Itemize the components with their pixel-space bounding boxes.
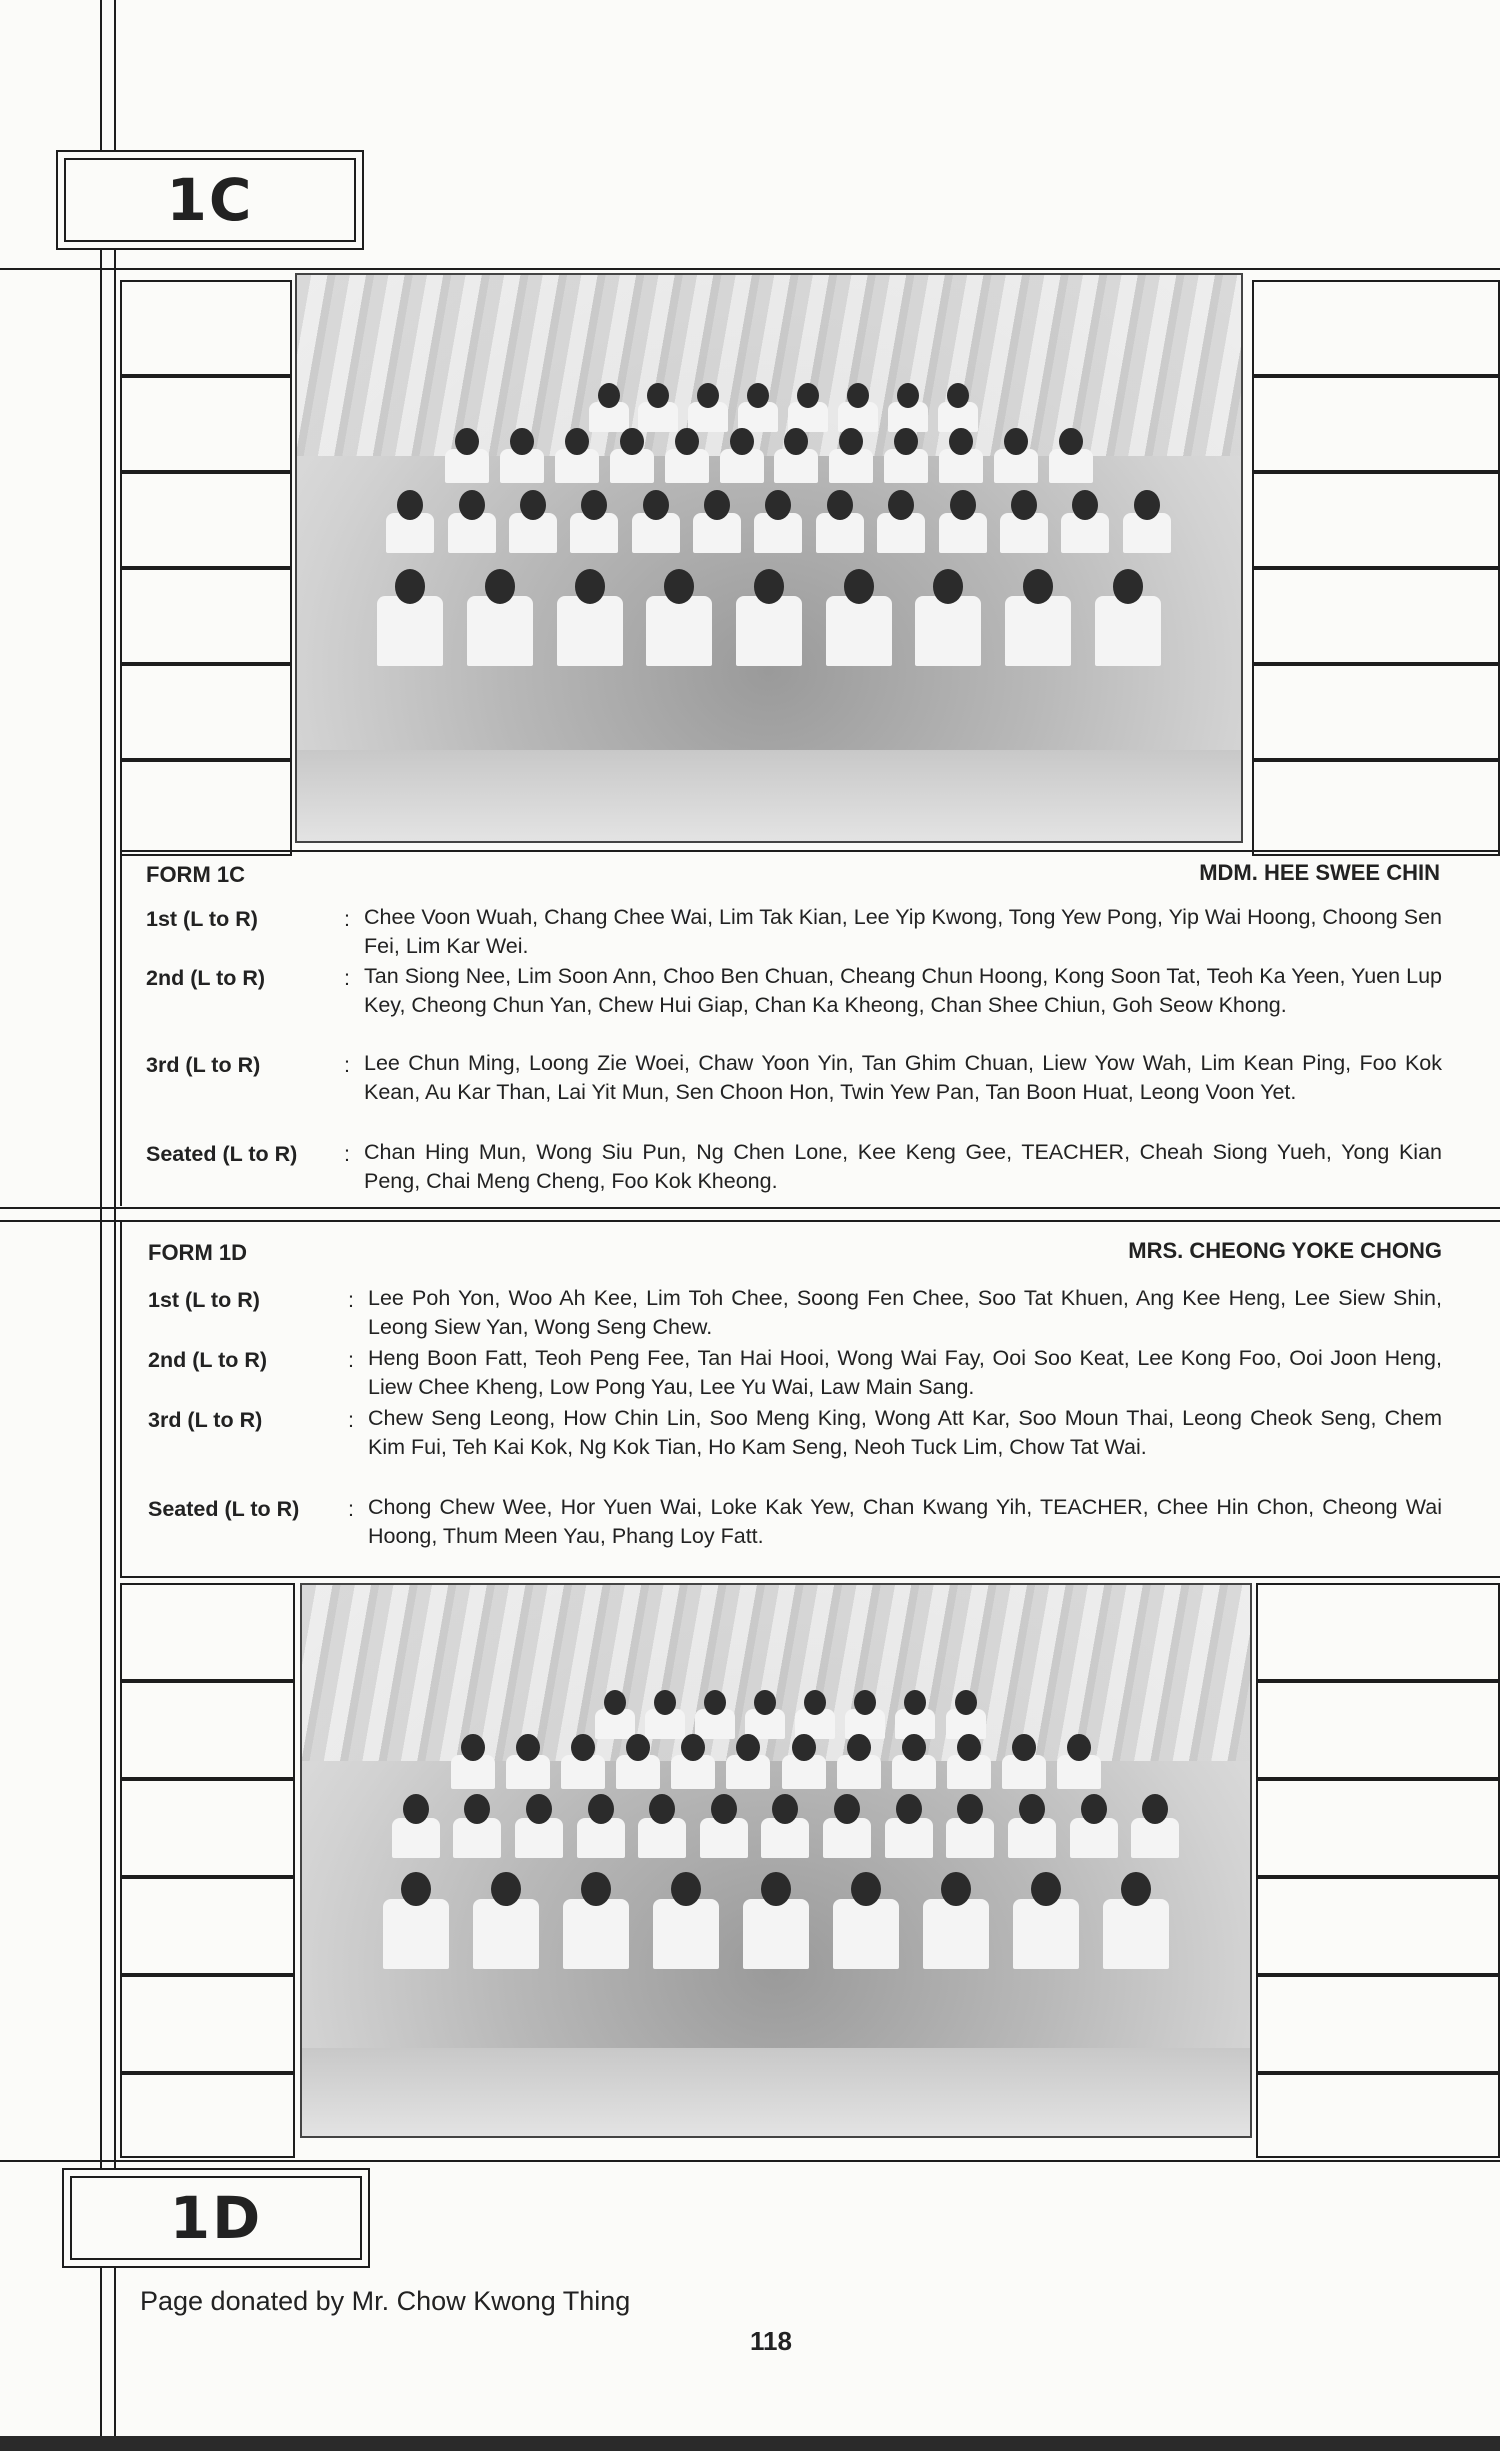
photo-figure-head [491,1872,521,1907]
photo-figure-head [933,569,963,604]
photo-figure-head [403,1794,429,1824]
form-1c-row-names: Lee Chun Ming, Loong Zie Woei, Chaw Yoon Yin, Tan Ghim Chuan, Liew Yow Wah, Lim Kean Ping, Foo Kok Kean, Au Kar Than, Lai Yit Mun, Sen Choon Hon, Twin Yew Pan, Tan Boon Huat, Leong Voon Yet. [364,1051,1442,1104]
photo-figure-head [761,1872,791,1907]
photo-floor [297,750,1241,841]
row-colon: : [344,1053,350,1077]
photo-figure-head [1011,490,1037,520]
photo-figure-body [473,1899,539,1969]
photo-figure-head [888,490,914,520]
top-horizontal-rule [0,268,1500,270]
photo-figure-head [704,490,730,520]
left-side-box [120,568,292,664]
photo-figure-head [950,490,976,520]
left-side-box [120,760,292,856]
photo-figure-head [604,1690,626,1715]
class-photo-1d [300,1583,1252,2138]
photo-figure-head [941,1872,971,1907]
photo-floor [302,2048,1250,2136]
form-1d-row-names: Lee Poh Yon, Woo Ah Kee, Lim Toh Chee, Soong Fen Chee, Soo Tat Khuen, Ang Kee Heng, Lee Siew Shin, Leong Siew Yan, Wong Seng Chew. [368,1286,1442,1339]
left-side-box [120,1975,295,2073]
mid-horizontal-rule [0,1207,1500,1209]
row-colon: : [344,1142,350,1166]
photo-figure-body [915,596,981,666]
photo-figure-head [598,383,620,408]
photo-figure-head [897,383,919,408]
photo-figure-head [827,490,853,520]
photo-figure-head [516,1734,540,1762]
photo-figure-body [377,596,443,666]
photo-figure-body [736,596,802,666]
form-tab-1c-label: 1C [166,166,254,234]
photo-figure-head [485,569,515,604]
left-side-box [120,1877,295,1975]
photo-figure-head [675,428,699,456]
form-1c-row-label: 1st (L to R) [146,907,258,931]
class-photo-1c [295,273,1243,843]
row-colon: : [348,1348,354,1372]
photo-figure-head [395,569,425,604]
right-side-box [1252,280,1500,376]
left-side-box [120,664,292,760]
right-side-box [1252,760,1500,856]
photo-figure-body [1095,596,1161,666]
photo-figure-body [383,1899,449,1969]
right-side-box [1256,1681,1500,1779]
bottom-edge-rule [0,2436,1500,2451]
photo-figure-head [902,1734,926,1762]
photo-figure-head [851,1872,881,1907]
form-tab-1d-label: 1D [169,2184,263,2252]
photo-figure-head [664,569,694,604]
photo-figure-body [557,596,623,666]
photo-figure-head [1113,569,1143,604]
photo-figure-body [743,1899,809,1969]
photo-figure-head [844,569,874,604]
photo-figure-head [730,428,754,456]
photo-figure-body [1103,1899,1169,1969]
photo-figure-body [833,1899,899,1969]
photo-figure-head [459,490,485,520]
form-1c-row-label: Seated (L to R) [146,1142,298,1166]
form-1d-row-names: Chew Seng Leong, How Chin Lin, Soo Meng King, Wong Att Kar, Soo Moun Thai, Leong Cheok Seng, Chem Kim Fui, Teh Kai Kok, Ng Kok Tian, Ho Kam Seng, Neoh Tuck Lim, Chow Tat Wai. [368,1406,1442,1459]
right-side-box [1256,1583,1500,1681]
photo-figure-head [643,490,669,520]
photo-figure-head [747,383,769,408]
row-colon: : [344,907,350,931]
form-1c-row-label: 2nd (L to R) [146,966,266,990]
left-side-box [120,472,292,568]
form-1d-row-names: Chong Chew Wee, Hor Yuen Wai, Loke Kak Yew, Chan Kwang Yih, TEACHER, Chee Hin Chon, Cheong Wai Hoong, Thum Meen Yau, Phang Loy Fatt. [368,1495,1442,1548]
photo-figure-head [581,1872,611,1907]
photo-figure-head [697,383,719,408]
photo-figure-body [1005,596,1071,666]
right-side-box [1252,664,1500,760]
photo-figure-head [1081,1794,1107,1824]
photo-figure-head [671,1872,701,1907]
right-side-box [1252,472,1500,568]
photo-figure-head [955,1690,977,1715]
photo-figure-head [654,1690,676,1715]
right-side-box [1256,1877,1500,1975]
form-tab-1d [62,2168,370,2268]
right-side-box [1252,568,1500,664]
left-side-box [120,376,292,472]
photo-figure-head [1134,490,1160,520]
photo-figure-body [563,1899,629,1969]
lower-horizontal-rule [0,2160,1500,2162]
photo-figure-head [571,1734,595,1762]
photo-figure-body [653,1899,719,1969]
form-1d-row-label: 3rd (L to R) [148,1408,263,1432]
photo-figure-body [826,596,892,666]
page-donation-credit: Page donated by Mr. Chow Kwong Thing [140,2286,631,2316]
form-1c-row-names: Tan Siong Nee, Lim Soon Ann, Choo Ben Chuan, Cheang Chun Hoong, Kong Soon Tat, Teoh Ka Yeen, Yuen Lup Key, Cheong Chun Yan, Chew Hui Giap, Chan Ka Kheong, Chan Shee Chiun, Goh Seow Khong. [364,964,1442,1017]
row-colon: : [348,1497,354,1521]
left-side-box [120,1779,295,1877]
left-side-box [120,2073,295,2158]
photo-figure-head [754,569,784,604]
photo-figure-head [401,1872,431,1907]
right-side-box [1256,1975,1500,2073]
photo-figure-head [565,428,589,456]
photo-figure-head [797,383,819,408]
left-vertical-rule [100,0,102,2451]
photo-figure-head [947,383,969,408]
photo-figure-head [588,1794,614,1824]
form-1c-teacher: MDM. HEE SWEE CHIN [1199,860,1440,885]
photo-figure-head [1019,1794,1045,1824]
photo-figure-head [792,1734,816,1762]
photo-figure-head [455,428,479,456]
photo-figure-head [461,1734,485,1762]
photo-figure-head [520,490,546,520]
photo-figure-body [923,1899,989,1969]
photo-figure-head [1023,569,1053,604]
photo-figure-body [1013,1899,1079,1969]
form-1d-row-label: 2nd (L to R) [148,1348,268,1372]
form-1c-row-label: 3rd (L to R) [146,1053,261,1077]
form-1d-row-label: Seated (L to R) [148,1497,300,1521]
row-colon: : [348,1288,354,1312]
photo-figure-body [646,596,712,666]
left-side-box [120,1583,295,1681]
row-colon: : [348,1408,354,1432]
photo-figure-head [575,569,605,604]
right-side-box [1252,376,1500,472]
form-1d-teacher: MRS. CHEONG YOKE CHONG [1128,1238,1442,1263]
photo-figure-head [620,428,644,456]
left-vertical-rule-2 [114,0,116,2451]
form-1c-row-names: Chee Voon Wuah, Chang Chee Wai, Lim Tak Kian, Lee Yip Kwong, Tong Yew Pong, Yip Wai Hoong, Choong Sen Fei, Lim Kar Wei. [364,905,1442,958]
form-1d-row-names: Heng Boon Fatt, Teoh Peng Fee, Tan Hai Hooi, Wong Wai Fay, Ooi Soo Keat, Lee Kong Foo, Ooi Joon Heng, Liew Chee Kheng, Low Pong Yau, Lee Yu Wai, Law Main Sang. [368,1346,1442,1399]
photo-figure-head [1031,1872,1061,1907]
photo-figure-head [847,1734,871,1762]
form-1d-title: FORM 1D [148,1240,247,1265]
photo-figure-body [467,596,533,666]
photo-figure-head [754,1690,776,1715]
left-side-box [120,280,292,376]
photo-figure-head [896,1794,922,1824]
form-1c-row-names: Chan Hing Mun, Wong Siu Pun, Ng Chen Lone, Kee Keng Gee, TEACHER, Cheah Siong Yueh, Yong Kian Peng, Chai Meng Cheng, Foo Kok Kheong. [364,1140,1442,1193]
photo-figure-head [704,1690,726,1715]
right-side-box [1256,1779,1500,1877]
form-1d-row-label: 1st (L to R) [148,1288,260,1312]
page-number: 118 [750,2326,792,2356]
photo-figure-head [1121,1872,1151,1907]
photo-figure-head [711,1794,737,1824]
photo-figure-head [510,428,534,456]
form-tab-1c [56,150,364,250]
row-colon: : [344,966,350,990]
photo-figure-head [847,383,869,408]
form-1c-title: FORM 1C [146,862,245,887]
left-side-box [120,1681,295,1779]
right-side-box [1256,2073,1500,2158]
